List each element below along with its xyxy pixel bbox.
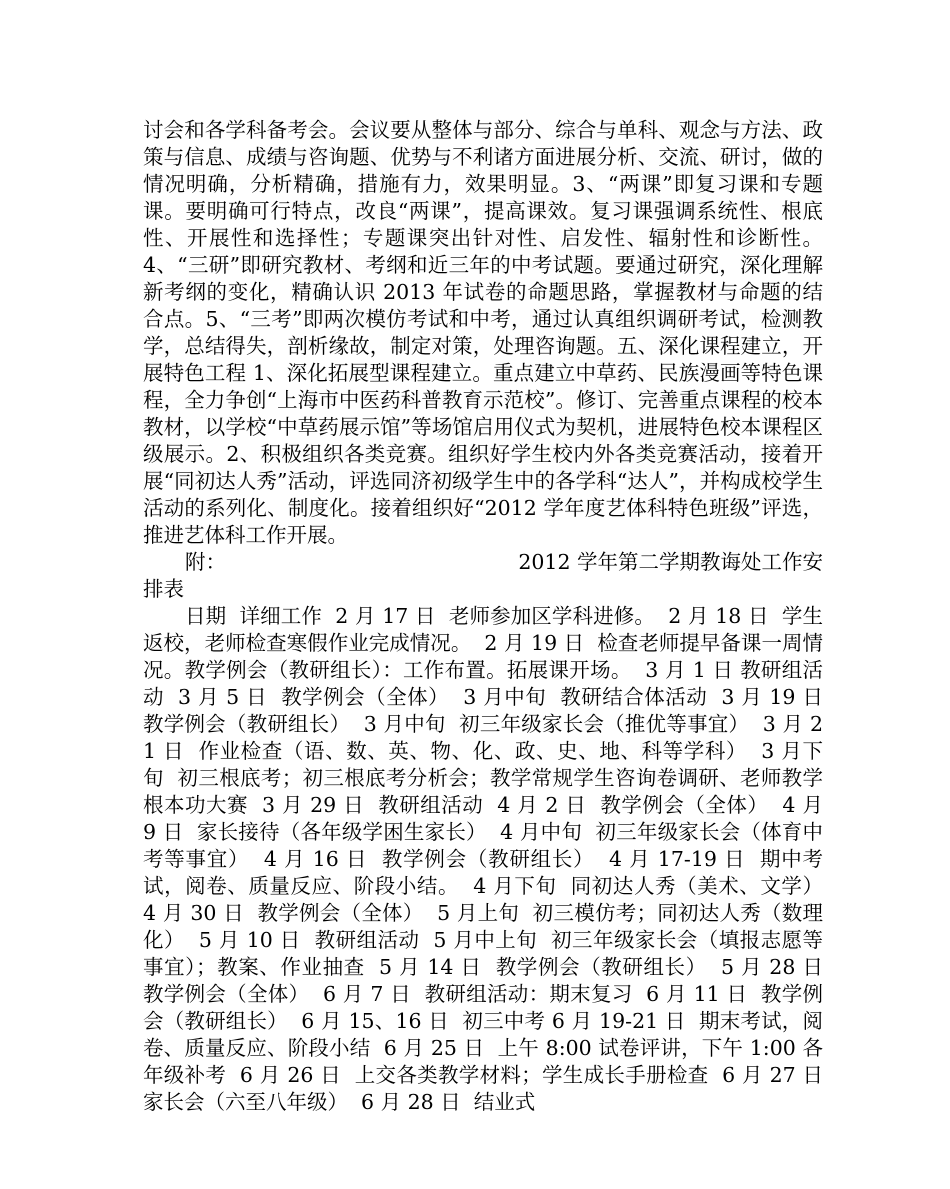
- schedule-paragraph: 日期 详细工作 2 月 17 日 老师参加区学科进修。 2 月 18 日 学生返校，老师检查寒假作业完成情况。 2 月 19 日 检查老师提早备课一周情况。教学例会（教研组长）：工作布置。拓展课开场。 3 月 1 日 教研组活动 3 月 5 日 教学例会（全体） 3 月中旬 教研结合体活动 3 月 19 日 教学例会（教研组长） 3 月中旬 初三年级家长会（推优等事宜） 3 月 21 日 作业检查（语、数、英、物、化、政、史、地、科等学科） 3 月下旬 初三根底考；初三根底考分析会；教学常规学生咨询卷调研、老师教学根本功大赛 3 月 29 日 教研组活动 4 月 2 日 教学例会（全体） 4 月 9 日 家长接待（各年级学困生家长） 4 月中旬 初三年级家长会（体育中考等事宜） 4 月 16 日 教学例会（教研组长） 4 月 17-19 日 期中考试，阅卷、质量反应、阶段小结。 4 月下旬 同初达人秀（美术、文学） 4 月 30 日 教学例会（全体） 5 月上旬 初三模仿考；同初达人秀（数理化） 5 月 10 日 教研组活动 5 月中上旬 初三年级家长会（填报志愿等事宜）；教案、作业抽查 5 月 14 日 教学例会（教研组长） 5 月 28 日 教学例会（全体） 6 月 7 日 教研组活动：期末复习 6 月 11 日 教学例会（教研组长） 6 月 15、16 日 初三中考 6 月 19-21 日 期末考试，阅卷、质量反应、阶段小结 6 月 25 日 上午 8:00 试卷评讲，下午 1:00 各年级补考 6 月 26 日 上交各类教学材料；学生成长手册检查 6 月 27 日 家长会（六至八年级） 6 月 28 日 结业式: [143, 604, 837, 1114]
- body-paragraph: 讨会和各学科备考会。会议要从整体与部分、综合与单科、观念与方法、政策与信息、成绩与咨询题、优势与不利诸方面进展分析、交流、研讨，做的情况明确，分析精确，措施有力，效果明显。3、“两课”即复习课和专题课。要明确可行特点，改良“两课”，提高课效。复习课强调系统性、根底性、开展性和选择性；专题课突出针对性、启发性、辐射性和诊断性。4、“三研”即研究教材、考纲和近三年的中考试题。要通过研究，深化理解新考纲的变化，精确认识 2013 年试卷的命题思路，掌握教材与命题的结合点。5、“三考”即两次模仿考试和中考，通过认真组织调研考试，检测教学，总结得失，剖析缘故，制定对策，处理咨询题。五、深化课程建立，开展特色工程 1、深化拓展型课程建立。重点建立中草药、民族漫画等特色课程，全力争创“上海市中医药科普教育示范校”。修订、完善重点课程的校本教材，以学校“中草药展示馆”等场馆启用仪式为契机，进展特色校本课程区级展示。2、积极组织各类竞赛。组织好学生校内外各类竞赛活动，接着开展“同初达人秀”活动，评选同济初级学生中的各学科“达人”，并构成校学生活动的系列化、制度化。接着组织好“2012 学年度艺体科特色班级”评选，推进艺体科工作开展。: [143, 118, 823, 547]
- appendix-label: 附：: [185, 550, 226, 574]
- appendix-title-continued: 排表: [143, 577, 184, 601]
- appendix-title: 2012 学年第二学期教诲处工作安: [518, 550, 823, 574]
- document-page: [143, 117, 837, 1116]
- appendix-heading: [143, 549, 823, 603]
